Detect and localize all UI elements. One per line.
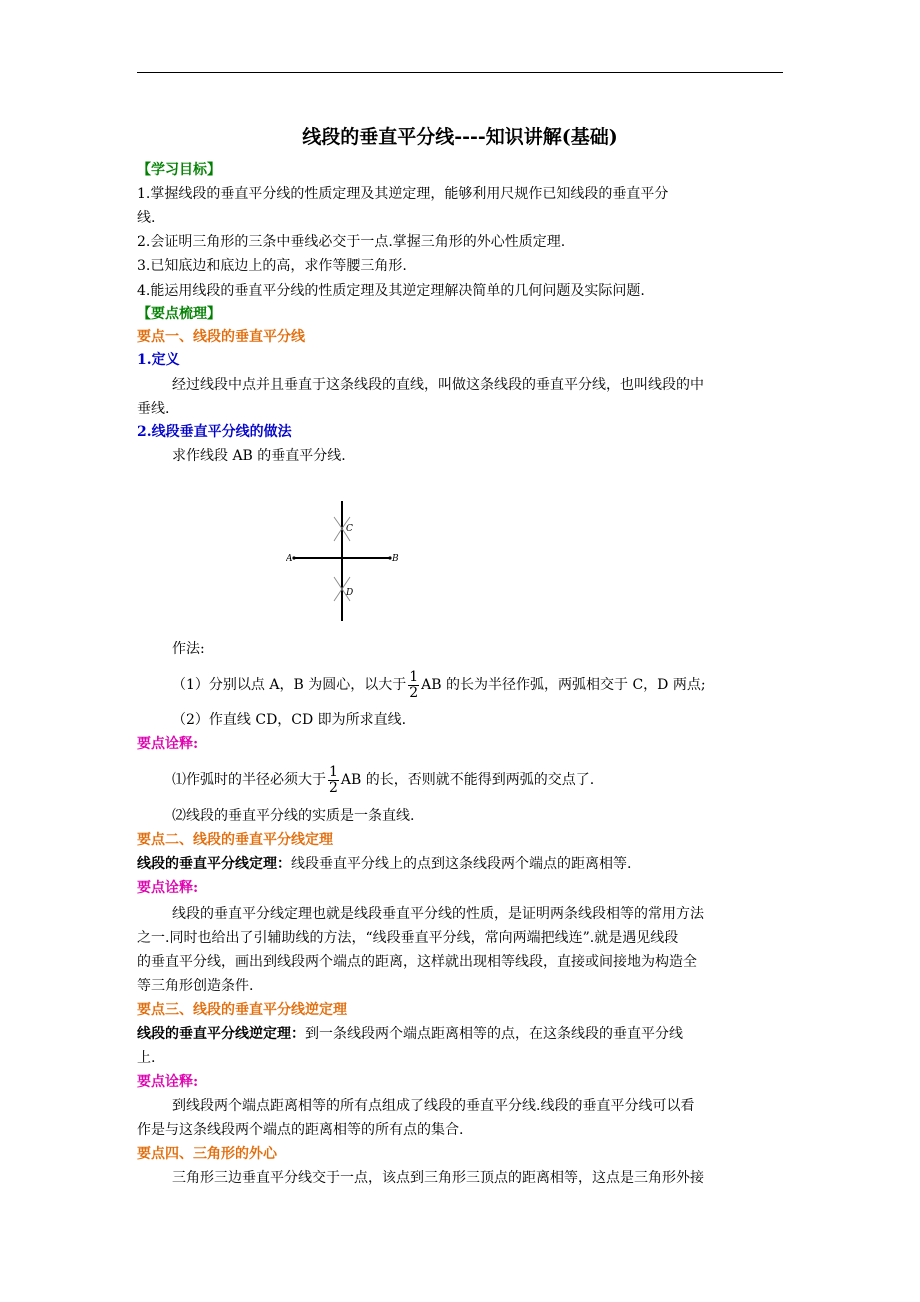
point4-heading: 要点四、三角形的外心 xyxy=(137,1146,277,1162)
note-heading-2: 要点诠释: xyxy=(137,880,199,896)
note-2: ⑵线段的垂直平分线的实质是一条直线. xyxy=(172,808,415,824)
goals-heading: 【学习目标】 xyxy=(137,162,221,178)
point2-heading: 要点二、线段的垂直平分线定理 xyxy=(137,832,333,848)
point3-theorem-name: 线段的垂直平分线逆定理： xyxy=(137,1026,305,1042)
step-2: （2）作直线 CD，CD 即为所求直线. xyxy=(172,712,407,728)
definition-line-2: 垂线. xyxy=(137,401,170,417)
label-d: D xyxy=(346,588,354,598)
method-heading: 2.线段垂直平分线的做法 xyxy=(137,424,292,440)
goal-item-2: 2.会证明三角形的三条中垂线必交于一点.掌握三角形的外心性质定理. xyxy=(137,234,566,250)
page-title: 线段的垂直平分线----知识讲解(基础) xyxy=(302,126,618,148)
fraction-numerator-2: 1 xyxy=(329,763,338,780)
point3-heading: 要点三、线段的垂直平分线逆定理 xyxy=(137,1002,347,1018)
point3-theorem-text: 到一条线段两个端点距离相等的点，在这条线段的垂直平分线 xyxy=(305,1026,683,1042)
point2-theorem-text: 线段垂直平分线上的点到这条线段两个端点的距离相等. xyxy=(291,856,632,872)
point3-theorem-line-2: 上. xyxy=(137,1050,156,1066)
label-c: C xyxy=(346,524,353,534)
step-1-pre: （1）分别以点 A，B 为圆心，以大于 xyxy=(172,677,407,693)
goal-item-3: 3.已知底边和底边上的高，求作等腰三角形. xyxy=(137,258,407,274)
label-a: A xyxy=(286,554,293,564)
goal-item-1: 1.掌握线段的垂直平分线的性质定理及其逆定理，能够利用尺规作已知线段的垂直平分 xyxy=(137,186,669,202)
fraction-half xyxy=(408,670,419,701)
definition-line-1: 经过线段中点并且垂直于这条线段的直线，叫做这条线段的垂直平分线，也叫线段的中 xyxy=(172,377,704,393)
point2-note-line-4: 等三角形创造条件. xyxy=(137,978,254,994)
point2-note-line-1: 线段的垂直平分线定理也就是线段垂直平分线的性质，是证明两条线段相等的常用方法 xyxy=(172,906,704,922)
point3-theorem xyxy=(137,1024,683,1044)
definition-heading: 1.定义 xyxy=(137,352,180,368)
goal-item-4: 4.能运用线段的垂直平分线的性质定理及其逆定理解决简单的几何问题及实际问题. xyxy=(137,283,645,299)
method-line: 求作线段 AB 的垂直平分线. xyxy=(172,448,346,464)
steps-label: 作法: xyxy=(172,641,205,657)
header-rule xyxy=(137,72,783,73)
goal-item-1-cont: 线. xyxy=(137,210,156,226)
fraction-denominator: 2 xyxy=(409,684,419,701)
note-1-post: AB 的长，否则就不能得到两弧的交点了. xyxy=(340,772,595,788)
point2-theorem-name: 线段的垂直平分线定理： xyxy=(137,856,291,872)
point2-theorem xyxy=(137,854,631,874)
fraction-denominator-2: 2 xyxy=(329,779,338,796)
point1-heading: 要点一、线段的垂直平分线 xyxy=(137,329,305,345)
point2-note-line-3: 的垂直平分线，画出到线段两个端点的距离，这样就出现相等线段，直接或间接地为构造全 xyxy=(137,954,697,970)
review-heading: 【要点梳理】 xyxy=(137,306,221,322)
note-heading-1: 要点诠释: xyxy=(137,736,199,752)
point2-note-line-2: 之一.同时也给出了引辅助线的方法，“线段垂直平分线，常向两端把线连”.就是遇见线段 xyxy=(137,930,679,946)
perpendicular-bisector-figure xyxy=(286,497,410,623)
step-1 xyxy=(172,663,706,707)
point3-note-line-1: 到线段两个端点距离相等的所有点组成了线段的垂直平分线.线段的垂直平分线可以看 xyxy=(172,1098,695,1114)
label-b: B xyxy=(392,554,399,564)
fraction-half-2 xyxy=(328,765,339,796)
point-a xyxy=(292,556,295,559)
fraction-numerator: 1 xyxy=(409,668,419,685)
note-heading-3: 要点诠释: xyxy=(137,1074,199,1090)
step-1-post: AB 的长为半径作弧，两弧相交于 C，D 两点; xyxy=(421,677,706,693)
point3-note-line-2: 作是与这条线段两个端点的距离相等的所有点的集合. xyxy=(137,1122,464,1138)
point4-line-1: 三角形三边垂直平分线交于一点，该点到三角形三顶点的距离相等，这点是三角形外接 xyxy=(172,1170,704,1186)
note-1-pre: ⑴作弧时的半径必须大于 xyxy=(172,772,326,788)
note-1 xyxy=(172,758,594,802)
